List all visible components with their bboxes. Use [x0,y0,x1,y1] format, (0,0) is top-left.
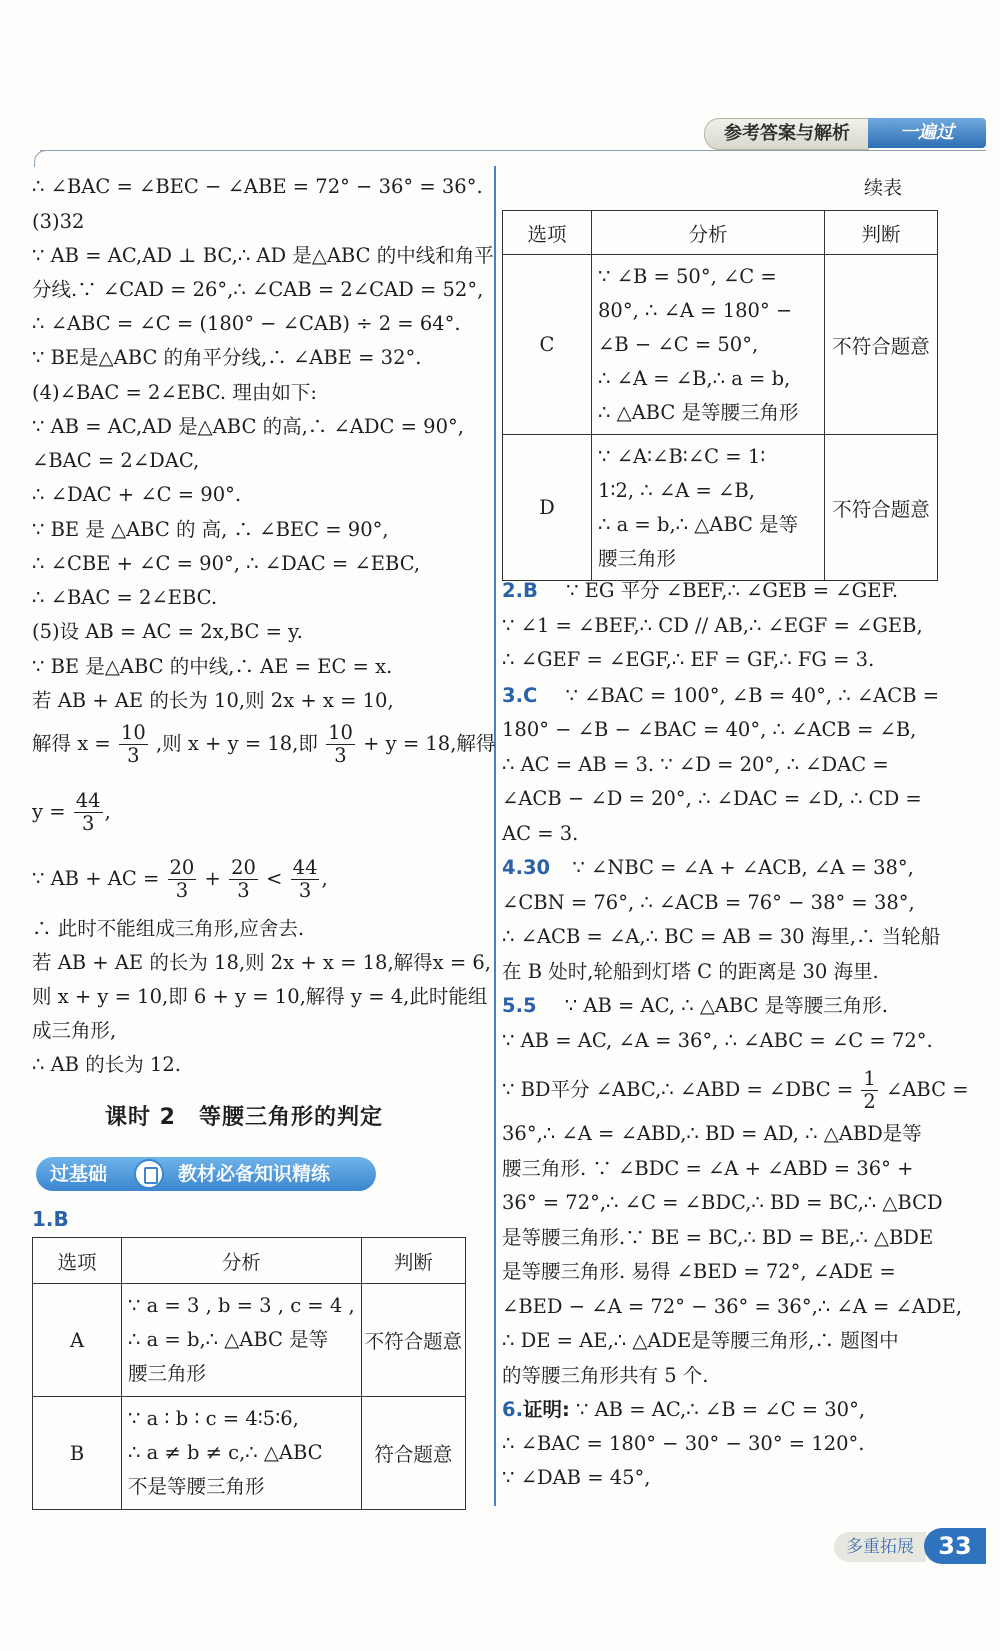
text-line: ∵ ∠1 = ∠BEF,∴ CD // AB,∴ ∠EGF = ∠GEB, [502,614,923,637]
question-5 [502,994,888,1018]
y-line [32,790,111,835]
numerator: 1 [863,1067,876,1090]
question-number: 2. [502,579,523,602]
analysis-line: ∴ a ≠ b ≠ c,∴ △ABC [128,1441,323,1464]
text-line: ∵ BE 是 △ABC 的 高, ∴ ∠BEC = 90°, [32,518,389,541]
text-line: 在 B 处时,轮船到灯塔 C 的距离是 30 海里. [502,960,879,983]
header-cell: 选项 [33,1238,122,1284]
analysis-line: 腰三角形 [598,546,677,570]
column-divider [494,166,496,1506]
table-header-row [33,1238,466,1284]
section-banner [36,1157,376,1191]
footer-tag: 多重拓展 [834,1532,926,1562]
analysis-table-1 [32,1237,466,1510]
analysis-line: ∴ ∠A = ∠B,∴ a = b, [598,366,791,390]
text-line: ∵ BE是△ABC 的角平分线,∴ ∠ABE = 32°. [32,346,422,369]
analysis-line: ∴ a = b,∴ △ABC 是等 [598,512,799,536]
text-line: 成三角形, [32,1019,117,1042]
text-line: ∴ 此时不能组成三角形,应舍去. [32,917,305,940]
text-line: ∴ AB 的长为 12. [32,1053,181,1076]
analysis-line: ∵ ∠B = 50°, ∠C = [598,264,777,288]
question-6 [502,1398,865,1422]
option-cell: C [503,255,592,435]
question-number: 3. [502,684,523,707]
text: ∵ AB = AC,∴ ∠B = ∠C = 30°, [576,1398,866,1421]
text-line: ∴ ∠GEF = ∠EGF,∴ EF = GF,∴ FG = 3. [502,648,875,671]
text-line: 若 AB + AE 的长为 10,则 2x + x = 10, [32,689,394,712]
text: ∠ABC = [885,1078,969,1101]
question-number: 1. [32,1207,54,1231]
text-line: (4)∠BAC = 2∠EBC. 理由如下: [32,381,317,404]
text-line: ∵ AB = AC,AD ⊥ BC,∴ AD 是△ABC 的中线和角平 [32,244,494,267]
analysis-line: ∴ △ABC 是等腰三角形 [598,400,799,424]
fraction [74,790,103,835]
fraction [326,722,355,767]
text: ∵ EG 平分 ∠BEF,∴ ∠GEB = ∠GEF. [566,579,899,602]
text-line: (3)32 [32,210,85,233]
verdict-cell: 不符合题意 [825,255,938,435]
question-number: 6. [502,1398,523,1421]
question-1 [32,1207,69,1231]
fraction [291,857,320,902]
header-cell: 判断 [825,211,938,255]
analysis-line: ∵ a ∶ b ∶ c = 4∶5∶6, [128,1407,299,1430]
book-icon [134,1159,164,1189]
analysis-line: ∴ a = b,∴ △ABC 是等 [128,1328,329,1351]
question-2 [502,579,898,603]
option-cell: B [33,1397,122,1510]
text-line: AC = 3. [502,822,579,845]
text: y = [32,800,66,823]
text: ∵ AB = AC, ∴ △ABC 是等腰三角形. [564,994,888,1017]
numerator: 44 [292,856,318,879]
answer: 30 [522,856,551,879]
analysis-line: 不是等腰三角形 [128,1475,265,1498]
text-line: ∴ ∠ACB = ∠A,∴ BC = AB = 30 海里,∴ 当轮船 [502,925,941,948]
table-row [33,1397,466,1510]
text-line: ∵ AB = AC, ∠A = 36°, ∴ ∠ABC = ∠C = 72°. [502,1029,933,1052]
fraction [229,857,258,902]
fraction [119,722,148,767]
text: , [104,800,111,823]
text: ,则 x + y = 18,即 [155,732,318,755]
text-line: 分线.∵ ∠CAD = 26°,∴ ∠CAB = 2∠CAD = 52°, [32,278,484,301]
text-line: 则 x + y = 10,即 6 + y = 10,解得 y = 4,此时能组 [32,985,488,1008]
numerator: 20 [169,856,195,879]
text: , [321,867,328,890]
denominator: 3 [237,879,250,902]
question-3 [502,684,939,708]
analysis-line: ∵ ∠A∶∠B∶∠C = 1∶ [598,444,766,468]
text-line: ∴ AC = AB = 3. ∵ ∠D = 20°, ∴ ∠DAC = [502,753,889,776]
verdict-cell: 不符合题意 [361,1284,465,1397]
text: ∵ BD平分 ∠ABC,∴ ∠ABD = ∠DBC = [502,1078,854,1101]
text: + [204,867,221,890]
solve-line [32,722,495,767]
option-cell: D [503,435,592,581]
lesson-title: 课时 2 等腰三角形的判定 [105,1105,383,1130]
banner-left-label: 过基础 [50,1163,108,1185]
verdict-cell: 不符合题意 [825,435,938,581]
header-cell: 分析 [122,1238,362,1284]
bd-line [502,1068,969,1113]
text-line: ∵ BE 是△ABC 的中线,∴ AE = EC = x. [32,655,393,678]
text-line: 腰三角形. ∵ ∠BDC = ∠A + ∠ABD = 36° + [502,1157,914,1180]
text-line: ∴ ∠CBE + ∠C = 90°, ∴ ∠DAC = ∠EBC, [32,552,421,575]
text: < [266,867,283,890]
text-line: ∵ ∠DAB = 45°, [502,1466,651,1489]
analysis-cell [122,1397,362,1510]
denominator: 2 [863,1090,876,1113]
brand-logo: 一遍过 [868,118,986,148]
numerator: 10 [328,721,353,744]
analysis-cell [122,1284,362,1397]
text-line: ∠ACB − ∠D = 20°, ∴ ∠DAC = ∠D, ∴ CD = [502,787,922,810]
text-line: 的等腰三角形共有 5 个. [502,1364,709,1387]
header-cell: 分析 [592,211,825,255]
text-line: ∵ AB = AC,AD 是△ABC 的高,∴ ∠ADC = 90°, [32,415,464,438]
text-line: ∠CBN = 76°, ∴ ∠ACB = 76° − 38° = 38°, [502,891,915,914]
denominator: 3 [334,744,347,767]
text-line: ∠BAC = 2∠DAC, [32,449,200,472]
question-number: 4. [502,856,523,879]
numerator: 10 [120,721,146,744]
banner-right-label: 教材必备知识精练 [178,1163,331,1185]
continued-label: 续表 [864,177,903,199]
option-cell: A [33,1284,122,1397]
answer: 5 [522,994,537,1017]
text-line: ∴ ∠BAC = ∠BEC − ∠ABE = 72° − 36° = 36°. [32,175,483,198]
question-4 [502,856,914,880]
analysis-line: 80°, ∴ ∠A = 180° − [598,298,793,322]
text-line: ∴ ∠DAC + ∠C = 90°. [32,483,242,506]
header-cell: 判断 [361,1238,465,1284]
text: ∵ AB + AC = [32,867,160,890]
fraction [168,857,197,902]
text-line: 若 AB + AE 的长为 18,则 2x + x = 18,解得x = 6, [32,951,491,974]
denominator: 3 [175,879,189,902]
fraction [861,1068,877,1113]
text-line: (5)设 AB = AC = 2x,BC = y. [32,620,303,643]
numerator: 20 [231,856,256,879]
proof-label: 证明: [522,1398,570,1421]
text-line: 是等腰三角形. 易得 ∠BED = 72°, ∠ADE = [502,1260,896,1283]
page-number: 33 [924,1528,986,1564]
table-row [33,1284,466,1397]
answer: B [53,1207,69,1231]
text: ∵ ∠NBC = ∠A + ∠ACB, ∠A = 38°, [572,856,914,879]
text-line: ∴ ∠BAC = 2∠EBC. [32,586,218,609]
analysis-line: ∵ a = 3 , b = 3 , c = 4 , [128,1294,355,1317]
text-line: ∴ DE = AE,∴ △ADE是等腰三角形,∴ 题图中 [502,1329,899,1352]
text-line: ∴ ∠BAC = 180° − 30° − 30° = 120°. [502,1432,865,1455]
denominator: 3 [127,744,140,767]
text-line: 36° = 72°,∴ ∠C = ∠BDC,∴ BD = BC,∴ △BCD [502,1191,943,1214]
text: ∵ ∠BAC = 100°, ∠B = 40°, ∴ ∠ACB = [565,684,940,707]
text-line: ∠BED − ∠A = 72° − 36° = 36°,∴ ∠A = ∠ADE, [502,1295,963,1318]
right-column [502,0,969,1651]
text: 解得 x = [32,732,111,755]
denominator: 3 [81,812,95,835]
text: + y = 18,解得 [363,732,496,755]
verdict-cell: 符合题意 [361,1397,465,1510]
text-line: 是等腰三角形.∵ BE = BC,∴ BD = BE,∴ △BDE [502,1226,934,1249]
denominator: 3 [298,879,312,902]
text-line: ∴ ∠ABC = ∠C = (180° − ∠CAB) ÷ 2 = 64°. [32,312,461,335]
analysis-line: ∠B − ∠C = 50°, [598,332,759,356]
text-line: 180° − ∠B − ∠BAC = 40°, ∴ ∠ACB = ∠B, [502,718,917,741]
numerator: 44 [75,789,101,812]
question-number: 5. [502,994,523,1017]
answer: B [522,579,538,602]
analysis-line: 1∶2, ∴ ∠A = ∠B, [598,478,755,502]
text-line: 36°,∴ ∠A = ∠ABD,∴ BD = AD, ∴ △ABD是等 [502,1122,922,1145]
inequality-line [32,857,328,902]
header-cell: 选项 [503,211,592,255]
answer: C [522,684,538,707]
analysis-line: 腰三角形 [128,1362,207,1385]
section-tag: 参考答案与解析 [704,118,869,150]
